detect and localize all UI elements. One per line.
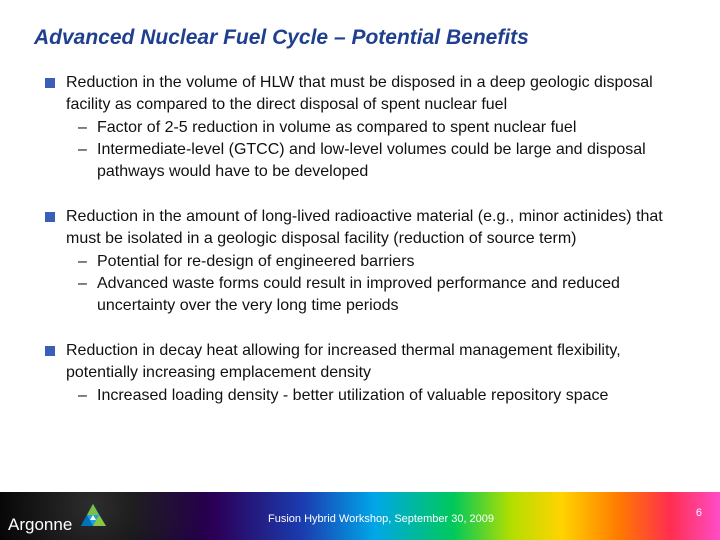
subbullet-text: Advanced waste forms could result in improved performance and reduced uncertainty over the very long time periods: [97, 275, 620, 314]
footer-bar: [0, 492, 720, 540]
subbullet-list: [66, 251, 695, 317]
square-bullet-icon: [45, 78, 55, 88]
subbullet-list: [66, 117, 695, 183]
bullet-text: Reduction in the amount of long-lived radioactive material (e.g., minor actinides) that must be isolated in a geologic disposal facility (reduction of source term): [66, 208, 663, 247]
dash-bullet-icon: –: [78, 141, 87, 158]
bullet-text: Reduction in the volume of HLW that must be disposed in a deep geologic disposal facility as compared to the direct disposal of spent nuclear fuel: [66, 74, 653, 113]
subbullet-list: [66, 385, 695, 407]
subbullet-text: Potential for re-design of engineered barriers: [97, 253, 415, 270]
subbullet: [66, 117, 695, 139]
bullet-text: Reduction in decay heat allowing for increased thermal management flexibility, potentially increasing emplacement density: [66, 342, 621, 381]
subbullet-text: Increased loading density - better utilization of valuable repository space: [97, 387, 609, 404]
argonne-logo: [8, 502, 113, 536]
logo-text: Argonne: [8, 515, 73, 534]
subbullet: [66, 251, 695, 273]
bullet-2: [45, 206, 695, 317]
dash-bullet-icon: –: [78, 253, 87, 270]
page-number: 6: [695, 507, 702, 519]
slide-title: Advanced Nuclear Fuel Cycle – Potential Benefits: [34, 26, 529, 49]
subbullet-text: Factor of 2-5 reduction in volume as compared to spent nuclear fuel: [97, 119, 577, 136]
dash-bullet-icon: –: [78, 387, 87, 404]
subbullet: [66, 139, 695, 183]
footer-text: Fusion Hybrid Workshop, September 30, 2009: [268, 513, 495, 525]
bullet-1: [45, 72, 695, 183]
square-bullet-icon: [45, 346, 55, 356]
bullet-3: [45, 340, 695, 407]
subbullet-text: Intermediate-level (GTCC) and low-level volumes could be large and disposal pathways would have to be developed: [97, 141, 646, 180]
dash-bullet-icon: –: [78, 119, 87, 136]
subbullet: [66, 273, 695, 317]
argonne-triangle-icon: [79, 502, 109, 530]
dash-bullet-icon: –: [78, 275, 87, 292]
square-bullet-icon: [45, 212, 55, 222]
slide-content: [45, 72, 695, 430]
subbullet: [66, 385, 695, 407]
